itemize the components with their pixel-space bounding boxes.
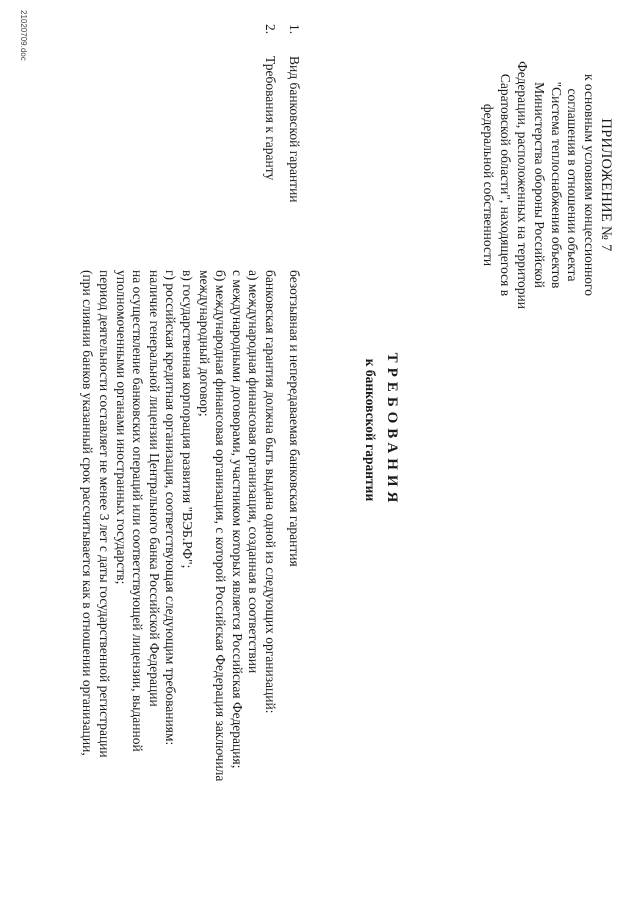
- content-line: банковская гарантия должна быть выдана одной из следующих организаций:: [263, 270, 278, 714]
- content-line: с международными договорами, участником которых является Российская Федерация;: [229, 270, 245, 769]
- content-line: г) российская кредитная организация, соответствующая следующим требованиям:: [163, 270, 179, 746]
- row-number: 1.: [287, 24, 302, 35]
- annex-header: [480, 30, 614, 340]
- document-title: ТРЕБОВАНИЯ: [384, 352, 400, 508]
- content-line: безотзывная и непередаваемая банковская гарантия: [287, 270, 302, 567]
- file-name-note: 21020709.doc: [19, 10, 28, 61]
- row-content: [285, 270, 302, 870]
- row-label: Вид банковской гарантии: [287, 56, 302, 203]
- annex-title: ПРИЛОЖЕНИЕ № 7: [598, 118, 614, 252]
- content-line: на осуществление банковских операций или соответствующей лицензии, выданной: [130, 270, 146, 752]
- content-line: уполномоченными органами иностранных государств;: [113, 270, 129, 585]
- content-line: (при слиянии банков указанный срок рассчитывается как в отношении организации,: [80, 270, 96, 756]
- annex-line: соглашения в отношении объекта: [565, 88, 581, 282]
- document-subtitle: к банковской гарантии: [363, 358, 378, 502]
- content-line: наличие генеральной лицензии Центрального банка Российской Федерации: [146, 270, 162, 707]
- annex-line: федеральной собственности: [481, 103, 497, 267]
- annex-line: "Система теплоснабжения объектов: [548, 81, 564, 289]
- content-line: а) международная финансовая организация, созданная в соответствии: [246, 270, 262, 674]
- row-number: 2.: [263, 24, 278, 35]
- row-content: [79, 270, 278, 870]
- annex-line: Министерства обороны Российской: [531, 82, 547, 288]
- content-line: международный договор;: [196, 270, 212, 417]
- annex-line: Федерации, расположенных на территории: [515, 61, 531, 309]
- content-line: в) государственная корпорация развития "ВЭБ.РФ";: [180, 270, 196, 569]
- annex-line: Саратовской области", находящегося в: [498, 73, 514, 297]
- row-label: Требования к гаранту: [263, 56, 278, 181]
- content-line: период деятельности составляет не менее 3 лет с даты государственной регистрации: [97, 270, 113, 758]
- content-line: б) международная финансовая организация, с которой Российская Федерация заключила: [213, 270, 229, 782]
- annex-line: к основным условиям концессионного: [582, 73, 598, 297]
